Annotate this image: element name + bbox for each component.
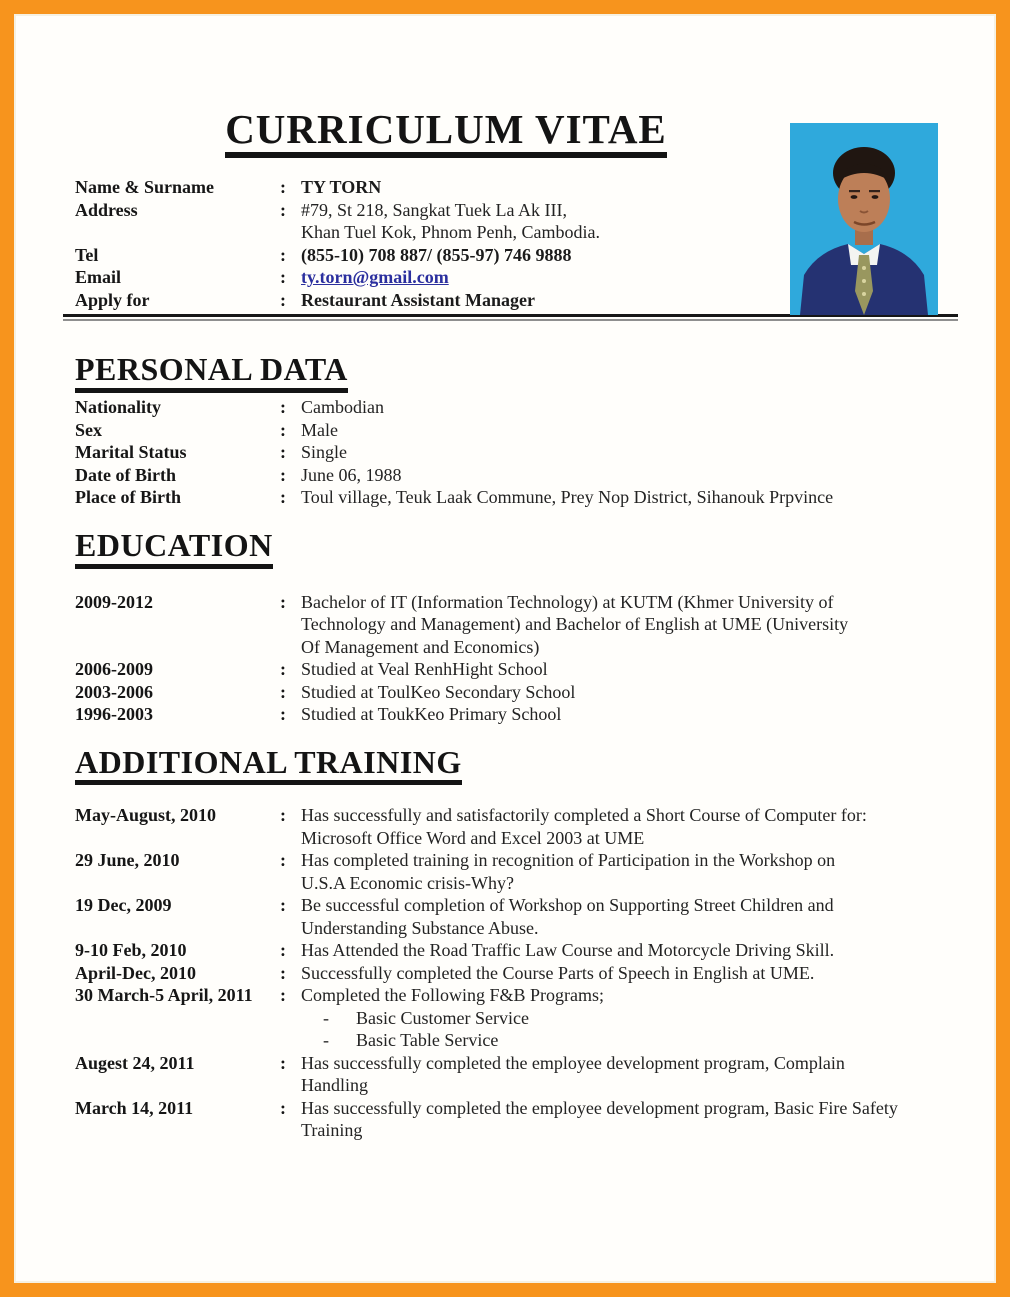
- entry-text: Studied at Veal RenhHight School: [301, 659, 548, 680]
- colon-separator: :: [280, 681, 286, 702]
- period-label: 9-10 Feb, 2010: [75, 940, 187, 961]
- entry-text: Bachelor of IT (Information Technology) at KUTM (Khmer University of: [301, 591, 834, 612]
- colon-separator: :: [280, 267, 286, 288]
- field-row-nationality: [75, 396, 946, 419]
- colon-separator: :: [280, 199, 286, 220]
- entry-text: Of Management and Economics): [301, 636, 540, 657]
- education-entry: [75, 658, 946, 681]
- entry-text: Studied at ToukKeo Primary School: [301, 704, 562, 725]
- colon-separator: :: [280, 962, 286, 983]
- section-personal-data: [75, 353, 946, 508]
- section-additional-training: [75, 743, 946, 1142]
- field-value: Cambodian: [301, 397, 384, 418]
- colon-separator: :: [280, 289, 286, 310]
- entry-text: U.S.A Economic crisis-Why?: [301, 872, 514, 893]
- field-label: Nationality: [75, 397, 162, 418]
- training-entry: [75, 962, 946, 985]
- additional-training-rows: [75, 804, 946, 1142]
- entry-text: Studied at ToulKeo Secondary School: [301, 681, 576, 702]
- section-heading-block: [75, 526, 946, 569]
- field-row-place-of-birth: [75, 486, 946, 509]
- period-label: 30 March-5 April, 2011: [75, 985, 253, 1006]
- colon-separator: :: [280, 985, 286, 1006]
- section-heading: PERSONAL DATA: [75, 353, 348, 393]
- colon-separator: :: [280, 1097, 286, 1118]
- field-value: Restaurant Assistant Manager: [301, 289, 535, 310]
- field-row-sex: [75, 419, 946, 442]
- entry-text: Handling: [301, 1075, 368, 1096]
- field-value: #79, St 218, Sangkat Tuek La Ak III,: [301, 199, 568, 220]
- field-label: Tel: [75, 244, 99, 265]
- education-rows: [75, 591, 946, 726]
- education-entry: [75, 703, 946, 726]
- section-heading: EDUCATION: [75, 529, 273, 569]
- entry-text: Technology and Management) and Bachelor of English at UME (University: [301, 614, 849, 635]
- entry-text: Has successfully completed the employee development program, Basic Fire Safety: [301, 1097, 898, 1118]
- colon-separator: :: [280, 1052, 286, 1073]
- bullet-item: [301, 1007, 946, 1030]
- colon-separator: :: [280, 244, 286, 265]
- bullet-text: Basic Table Service: [356, 1030, 499, 1051]
- period-label: 2006-2009: [75, 659, 153, 680]
- entry-text: Has completed training in recognition of Participation in the Workshop on: [301, 850, 836, 871]
- entry-text: Has Attended the Road Traffic Law Course and Motorcycle Driving Skill.: [301, 940, 835, 961]
- page-title: CURRICULUM VITAE: [225, 107, 667, 158]
- colon-separator: :: [280, 464, 286, 485]
- training-entry: [75, 894, 946, 939]
- entry-text: Has successfully completed the employee development program, Complain: [301, 1052, 845, 1073]
- section-education: [75, 526, 946, 726]
- bullet-text: Basic Customer Service: [356, 1007, 529, 1028]
- field-value: Toul village, Teuk Laak Commune, Prey Nop District, Sihanouk Prpvince: [301, 487, 834, 508]
- section-heading-block: [75, 353, 946, 393]
- section-heading-block: [75, 743, 946, 786]
- period-label: 1996-2003: [75, 704, 153, 725]
- field-label: Name & Surname: [75, 177, 214, 198]
- period-label: 2003-2006: [75, 681, 153, 702]
- entry-text: Microsoft Office Word and Excel 2003 at UME: [301, 827, 645, 848]
- field-value: Single: [301, 442, 348, 463]
- colon-separator: :: [280, 487, 286, 508]
- period-label: 29 June, 2010: [75, 850, 180, 871]
- field-value: TY TORN: [301, 177, 382, 198]
- colon-separator: :: [280, 419, 286, 440]
- field-value: (855-10) 708 887/ (855-97) 746 9888: [301, 244, 572, 265]
- field-row-date-of-birth: [75, 464, 946, 487]
- field-label: Email: [75, 267, 122, 288]
- colon-separator: :: [280, 805, 286, 826]
- bullet-item: [301, 1029, 946, 1052]
- entry-text: Successfully completed the Course Parts of Speech in English at UME.: [301, 962, 815, 983]
- entry-text: Understanding Substance Abuse.: [301, 917, 539, 938]
- entry-text: Training: [301, 1120, 363, 1141]
- entry-text: Completed the Following F&B Programs;: [301, 985, 605, 1006]
- colon-separator: :: [280, 895, 286, 916]
- period-label: Augest 24, 2011: [75, 1052, 195, 1073]
- field-label: Place of Birth: [75, 487, 181, 508]
- field-value: Male: [301, 419, 338, 440]
- colon-separator: :: [280, 591, 286, 612]
- field-label: Marital Status: [75, 442, 187, 463]
- training-entry: [75, 849, 946, 894]
- training-entry: [75, 984, 946, 1052]
- period-label: 19 Dec, 2009: [75, 895, 172, 916]
- field-label: Date of Birth: [75, 464, 176, 485]
- colon-separator: :: [280, 850, 286, 871]
- field-value: June 06, 1988: [301, 464, 402, 485]
- training-entry: [75, 804, 946, 849]
- applicant-photo: [790, 123, 938, 315]
- period-label: March 14, 2011: [75, 1097, 194, 1118]
- field-value: Khan Tuel Kok, Phnom Penh, Cambodia.: [301, 222, 601, 243]
- header-divider: [63, 314, 958, 321]
- training-entry: [75, 939, 946, 962]
- applicant-photo-graphic: [790, 123, 938, 315]
- entry-text: Be successful completion of Workshop on Supporting Street Children and: [301, 895, 834, 916]
- colon-separator: :: [280, 177, 286, 198]
- bullet-dash: -: [323, 1007, 329, 1028]
- period-label: April-Dec, 2010: [75, 962, 196, 983]
- period-label: 2009-2012: [75, 591, 153, 612]
- field-label: Address: [75, 199, 138, 220]
- colon-separator: :: [280, 442, 286, 463]
- training-entry: [75, 1097, 946, 1142]
- period-label: May-August, 2010: [75, 805, 217, 826]
- colon-separator: :: [280, 397, 286, 418]
- personal-data-rows: [75, 396, 946, 509]
- bullet-dash: -: [323, 1030, 329, 1051]
- title-block: [75, 14, 817, 158]
- field-row-marital-status: [75, 441, 946, 464]
- entry-text: Has successfully and satisfactorily completed a Short Course of Computer for:: [301, 805, 867, 826]
- training-entry: [75, 1052, 946, 1097]
- colon-separator: :: [280, 940, 286, 961]
- education-entry: [75, 591, 946, 659]
- email-link[interactable]: ty.torn@gmail.com: [301, 267, 449, 288]
- education-entry: [75, 681, 946, 704]
- colon-separator: :: [280, 704, 286, 725]
- colon-separator: :: [280, 659, 286, 680]
- section-heading: ADDITIONAL TRAINING: [75, 746, 462, 786]
- field-label: Apply for: [75, 289, 150, 310]
- field-label: Sex: [75, 419, 102, 440]
